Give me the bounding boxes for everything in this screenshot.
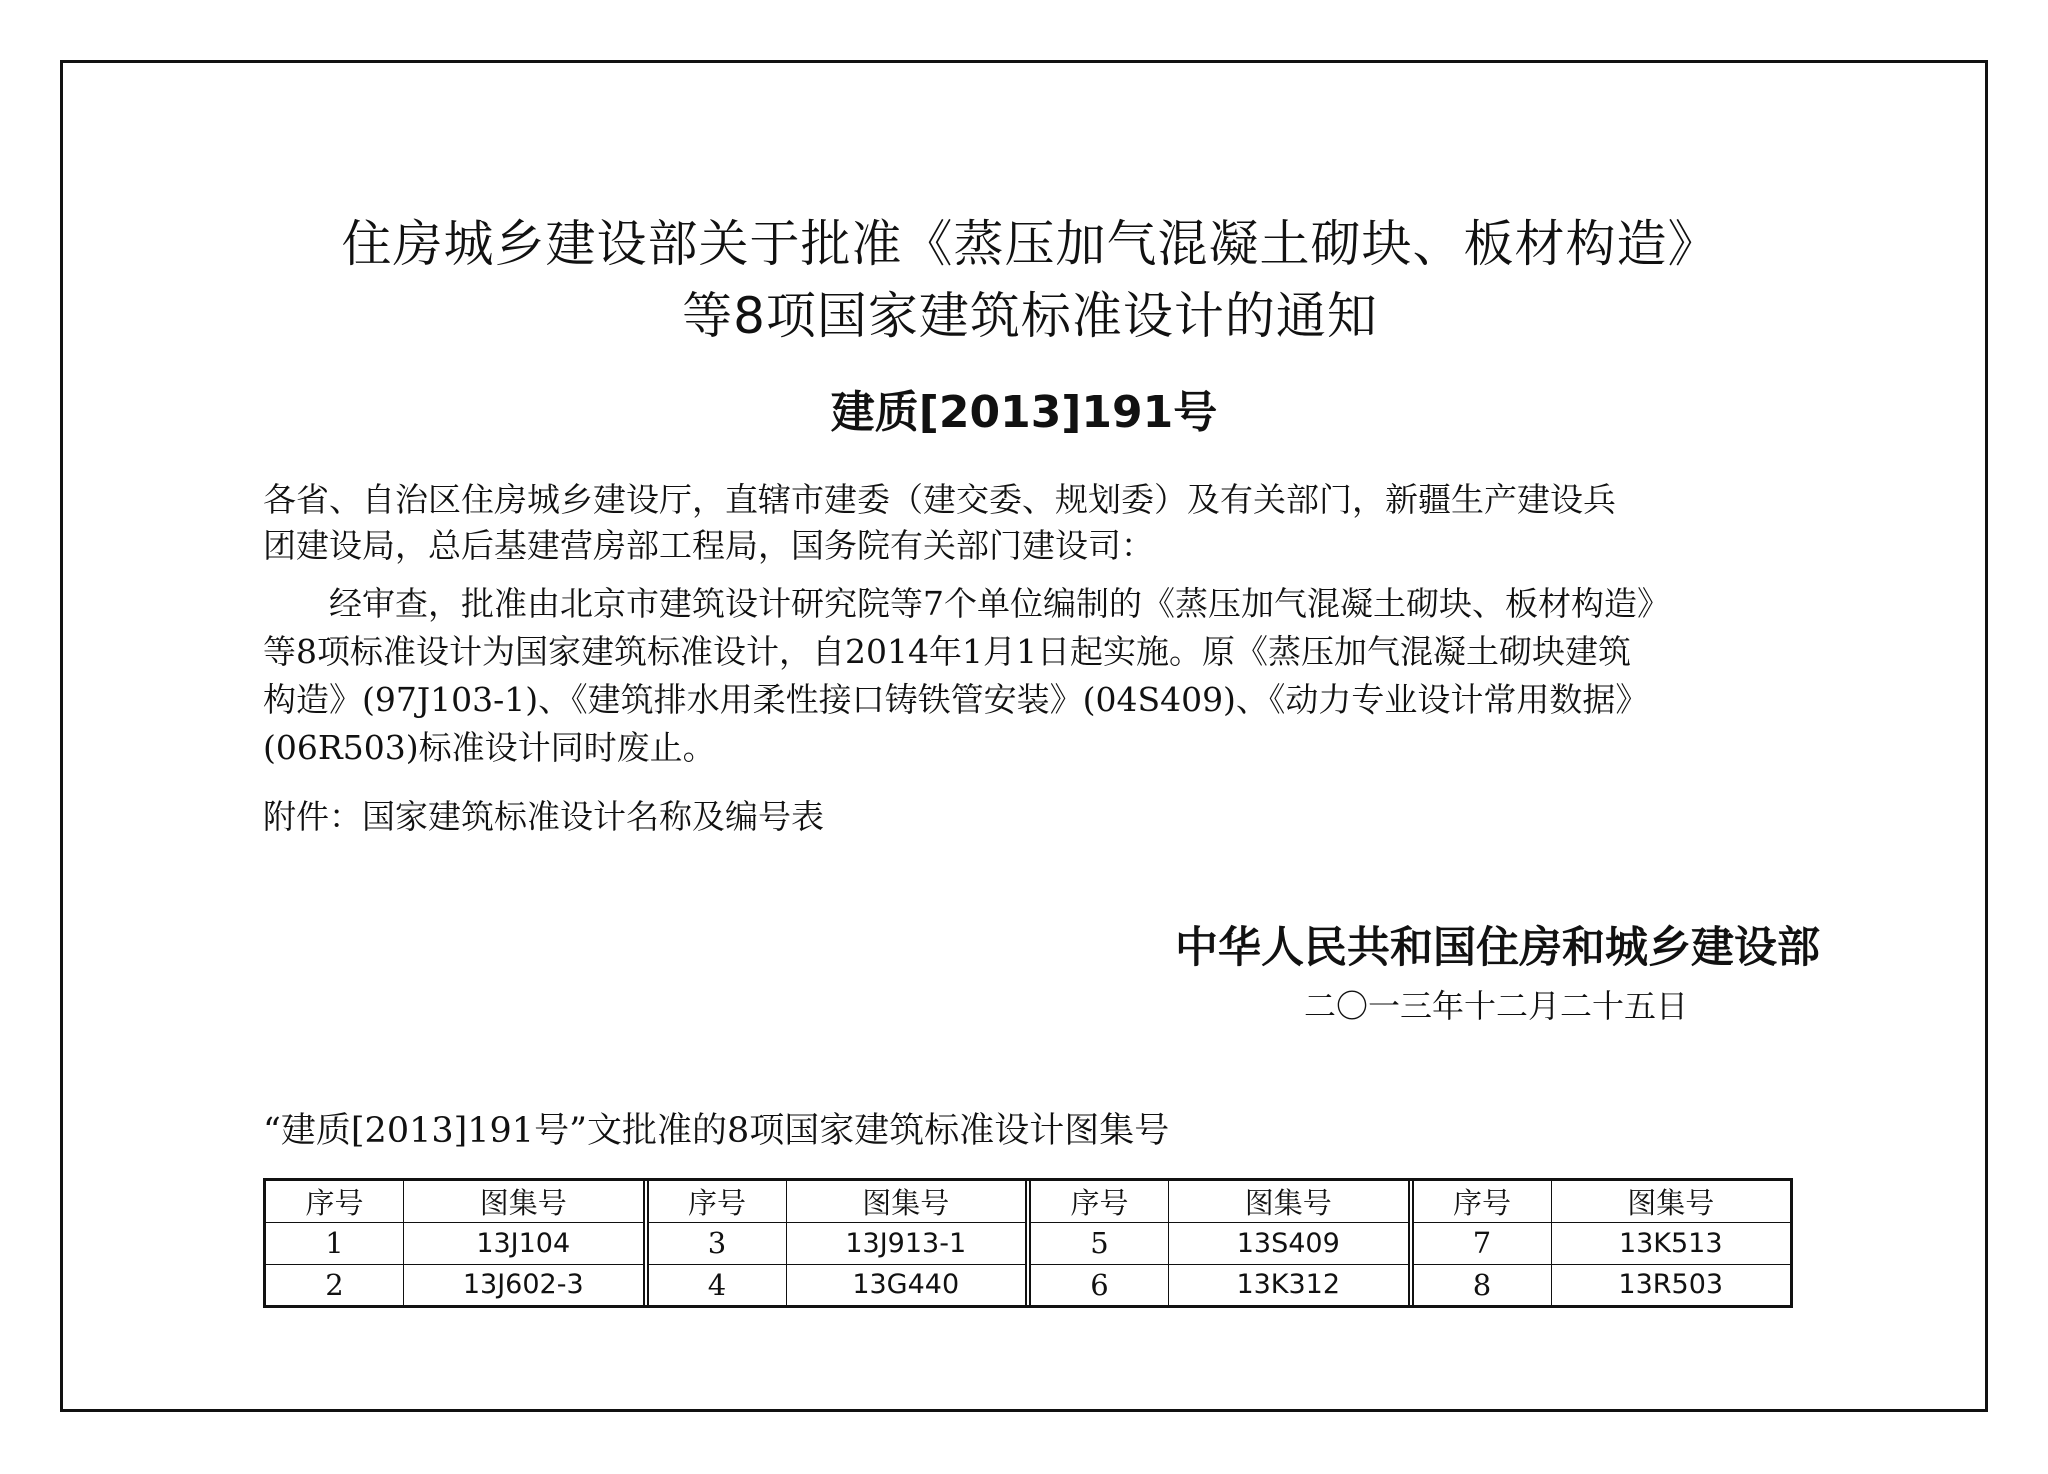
table-title: “建质[2013]191号”文批准的8项国家建筑标准设计图集号	[263, 1111, 1170, 1151]
code-header: 图集号	[1627, 1186, 1715, 1220]
code-cell: 13K513	[1552, 1222, 1791, 1264]
notice-title-line-2: 等8项国家建筑标准设计的通知	[682, 287, 1378, 345]
body-line-6: (06R503)标准设计同时废止。	[263, 728, 716, 767]
code-header: 图集号	[862, 1186, 950, 1220]
seq-cell: 7	[1414, 1222, 1551, 1264]
document-number: 建质[2013]191号	[830, 387, 1218, 438]
table-group-1	[266, 1181, 643, 1305]
body-line-2: 团建设局，总后基建营房部工程局，国务院有关部门建设司：	[263, 526, 1154, 565]
code-cell: 13J104	[404, 1222, 643, 1264]
body-line-5: 构造》(97J103-1)、《建筑排水用柔性接口铸铁管安装》(04S409)、《动力专业设计常用数据》	[263, 680, 1649, 719]
code-cell: 13K312	[1169, 1264, 1408, 1306]
seq-header: 序号	[687, 1186, 746, 1220]
table-group-4	[1408, 1181, 1791, 1305]
issue-date: 二〇一三年十二月二十五日	[1303, 987, 1688, 1025]
seq-header: 序号	[305, 1186, 364, 1220]
code-cell: 13J913-1	[787, 1222, 1026, 1264]
table-group-3	[1025, 1181, 1408, 1305]
body-line-3: 经审查，批准由北京市建筑设计研究院等7个单位编制的《蒸压加气混凝土砌块、板材构造》	[263, 584, 1670, 623]
code-cell: 13R503	[1552, 1264, 1791, 1306]
seq-cell: 6	[1031, 1264, 1168, 1306]
seq-cell: 5	[1031, 1222, 1168, 1264]
code-cell: 13S409	[1169, 1222, 1408, 1264]
code-header: 图集号	[479, 1186, 567, 1220]
atlas-number-table	[263, 1178, 1793, 1308]
code-cell: 13J602-3	[404, 1264, 643, 1306]
seq-header: 序号	[1070, 1186, 1129, 1220]
notice-title-line-1: 住房城乡建设部关于批准《蒸压加气混凝土砌块、板材构造》	[341, 215, 1719, 273]
seq-cell: 1	[266, 1222, 403, 1264]
seq-cell: 3	[649, 1222, 786, 1264]
table-group-2	[643, 1181, 1026, 1305]
body-line-4: 等8项标准设计为国家建筑标准设计，自2014年1月1日起实施。原《蒸压加气混凝土砌块建筑	[263, 632, 1631, 671]
seq-cell: 8	[1414, 1264, 1551, 1306]
seq-cell: 4	[649, 1264, 786, 1306]
body-line-1: 各省、自治区住房城乡建设厅，直辖市建委（建交委、规划委）及有关部门，新疆生产建设兵	[263, 480, 1616, 519]
issuing-authority: 中华人民共和国住房和城乡建设部	[1175, 923, 1820, 973]
code-cell: 13G440	[787, 1264, 1026, 1306]
seq-cell: 2	[266, 1264, 403, 1306]
code-header: 图集号	[1244, 1186, 1332, 1220]
attachment-note: 附件：国家建筑标准设计名称及编号表	[263, 797, 824, 836]
seq-header: 序号	[1452, 1186, 1511, 1220]
